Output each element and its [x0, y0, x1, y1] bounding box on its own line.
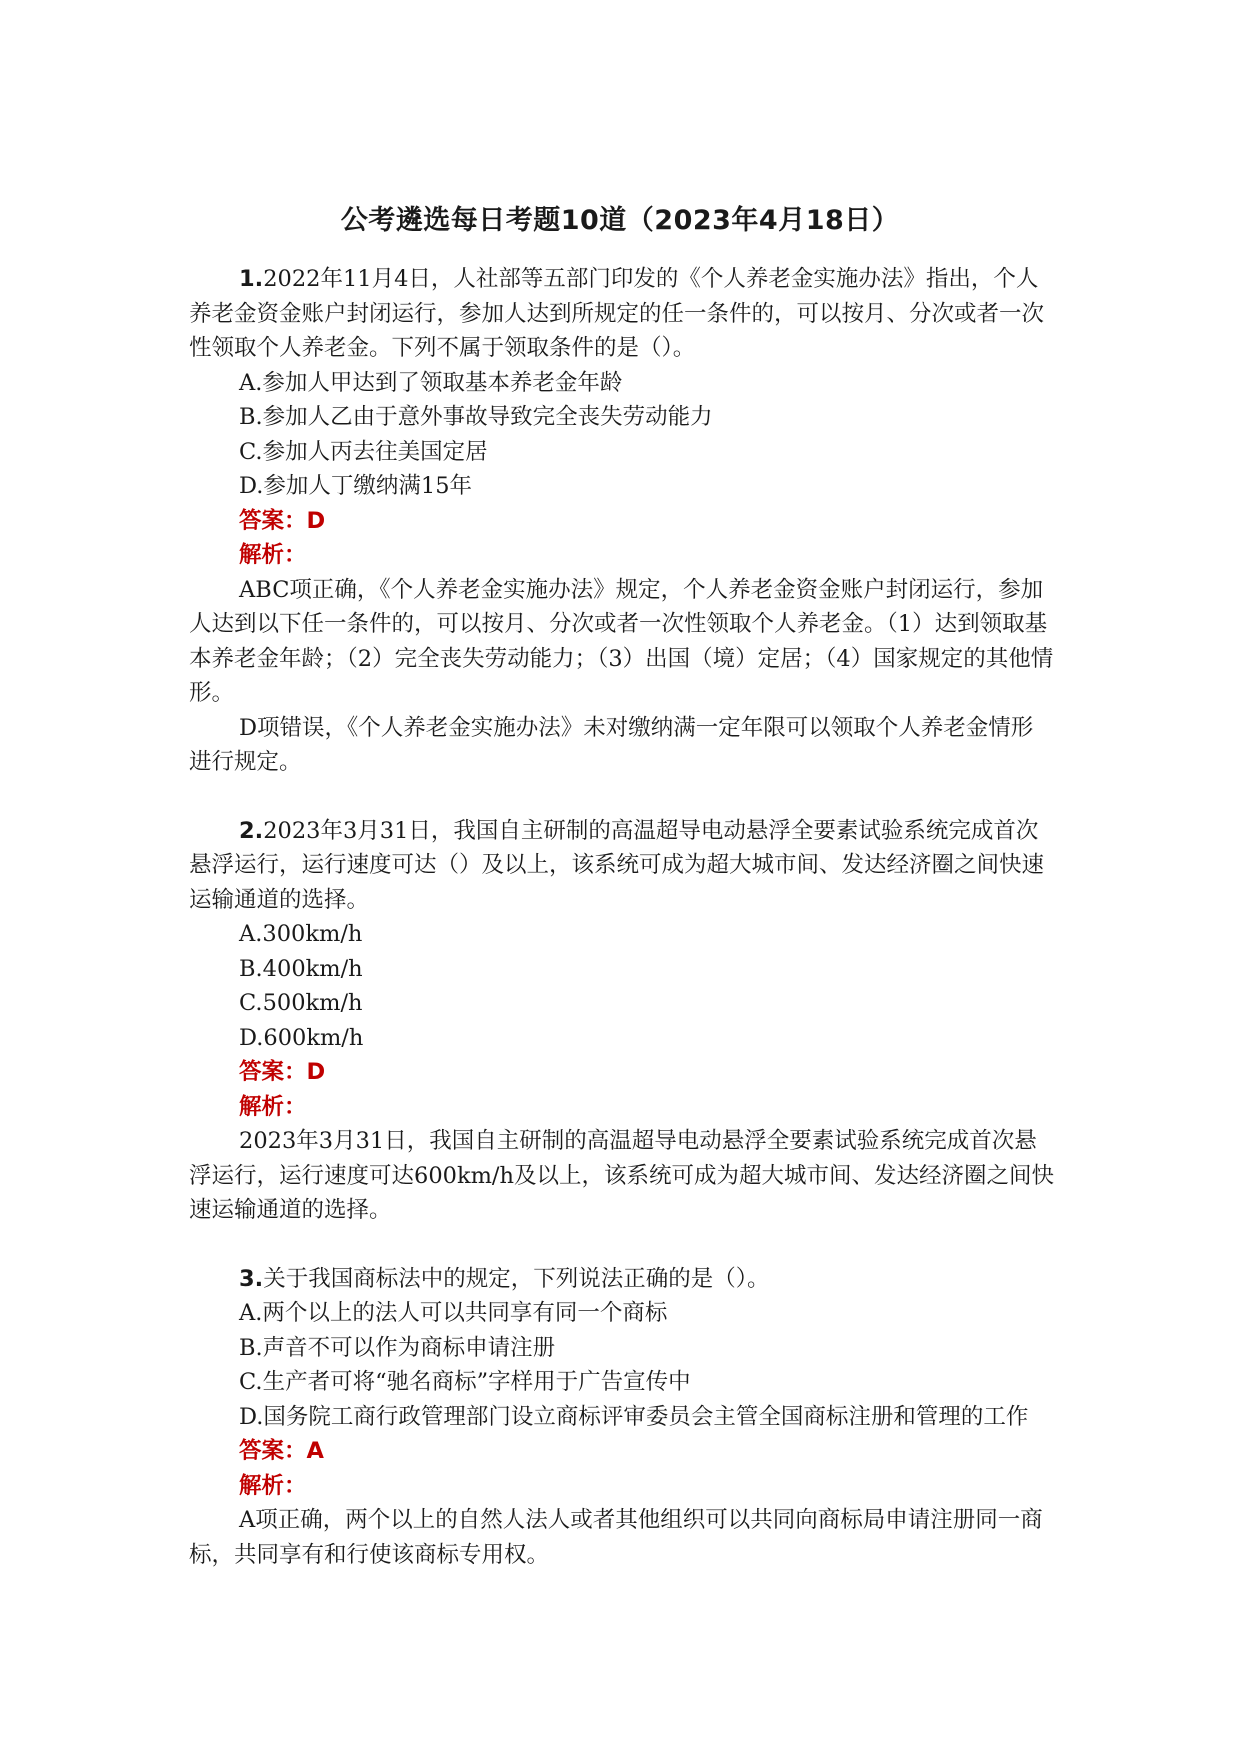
analysis-paragraph: A项正确，两个以上的自然人法人或者其他组织可以共同向商标局申请注册同一商标，共同享有和行使该商标专用权。 [189, 1507, 1043, 1568]
option-a: A.两个以上的法人可以共同享有同一个商标 [239, 1300, 668, 1326]
answer-label: 答案： [239, 1438, 307, 1464]
answer-value: D [306, 1059, 326, 1085]
question-text: 2022年11月4日，人社部等五部门印发的《个人养老金实施办法》指出，个人养老金资金账户封闭运行，参加人达到所规定的任一条件的，可以按月、分次或者一次性领取个人养老金。下列不属于领取条件的是（）。 [189, 266, 1045, 361]
question-number: 1. [239, 266, 264, 292]
question-number: 3. [239, 1265, 264, 1292]
question-text: 2023年3月31日，我国自主研制的高温超导电动悬浮全要素试验系统完成首次悬浮运行，运行速度可达（）及以上，该系统可成为超大城市间、发达经济圈之间快速运输通道的选择。 [189, 817, 1045, 913]
option-b: B.声音不可以作为商标申请注册 [239, 1334, 556, 1361]
questions-content [189, 262, 1055, 1572]
spacer [189, 780, 1055, 814]
question-3 [189, 1262, 1055, 1573]
option-b: B.参加人乙由于意外事故导致完全丧失劳动能力 [239, 404, 713, 430]
question-number: 2. [239, 817, 264, 844]
answer-label: 答案： [239, 1059, 307, 1085]
option-d: D.参加人丁缴纳满15年 [239, 473, 473, 499]
question-1 [189, 262, 1055, 780]
analysis-paragraph: D项错误，《个人养老金实施办法》未对缴纳满一定年限可以领取个人养老金情形进行规定。 [189, 714, 1034, 775]
option-c: C.500km/h [239, 990, 363, 1016]
question-stem [189, 814, 1055, 918]
option-d: D.600km/h [239, 1024, 364, 1051]
option-c: C.生产者可将“驰名商标”字样用于广告宣传中 [239, 1369, 691, 1395]
answer-line [189, 504, 1055, 539]
option-a: A.300km/h [239, 921, 363, 947]
answer-line [189, 1055, 1055, 1090]
question-stem [189, 1262, 1055, 1297]
analysis-paragraph: ABC项正确，《个人养老金实施办法》规定，个人养老金资金账户封闭运行，参加人达到以下任一条件的，可以按月、分次或者一次性领取个人养老金。（1）达到领取基本养老金年龄；（2）完全丧失劳动能力；（3）出国（境）定居；（4）国家规定的其他情形。 [189, 576, 1054, 706]
question-stem [189, 262, 1055, 366]
option-b: B.400km/h [239, 955, 363, 982]
analysis-label: 解析： [239, 542, 307, 568]
answer-label: 答案： [239, 507, 307, 534]
question-2 [189, 814, 1055, 1228]
analysis-label: 解析： [239, 1472, 307, 1499]
option-a: A.参加人甲达到了领取基本养老金年龄 [239, 369, 623, 396]
option-d: D.国务院工商行政管理部门设立商标评审委员会主管全国商标注册和管理的工作 [239, 1403, 1029, 1430]
question-text: 关于我国商标法中的规定，下列说法正确的是（）。 [263, 1265, 770, 1292]
answer-value: A [306, 1438, 324, 1464]
page-title: 公考遴选每日考题10道（2023年4月18日） [340, 205, 900, 236]
answer-line [189, 1434, 1055, 1469]
analysis-label: 解析： [239, 1093, 307, 1120]
answer-value: D [306, 507, 326, 534]
spacer [189, 1228, 1055, 1262]
option-c: C.参加人丙去往美国定居 [239, 438, 488, 465]
analysis-paragraph: 2023年3月31日，我国自主研制的高温超导电动悬浮全要素试验系统完成首次悬浮运行，运行速度可达600km/h及以上，该系统可成为超大城市间、发达经济圈之间快速运输通道的选择。 [189, 1128, 1054, 1223]
